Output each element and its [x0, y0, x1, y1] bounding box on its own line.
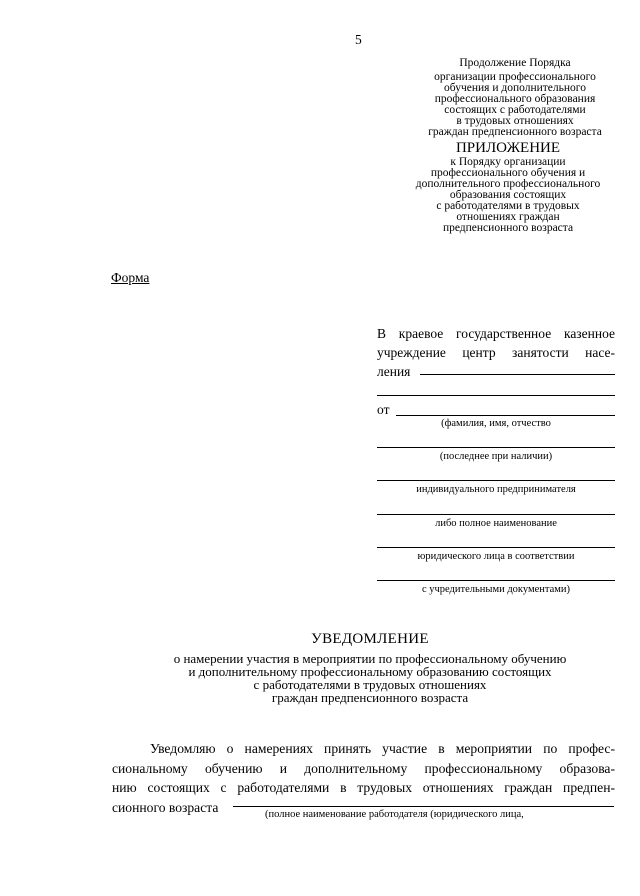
appendix-line: к Порядку организации — [450, 156, 566, 168]
addressee-block — [377, 324, 615, 381]
sender-fill-line[interactable] — [377, 580, 615, 581]
continuation-line: Продолжение Порядка — [459, 57, 571, 69]
addressee-line: В краевое государственное казенное — [377, 326, 615, 341]
notice-title: УВЕДОМЛЕНИЕ — [311, 631, 429, 647]
appendix-line: профессионального обучения и — [430, 167, 586, 179]
notice-body-line: сиональному обучению и дополнительному профессиональному образова- — [112, 760, 615, 776]
sender-name-line[interactable] — [396, 415, 615, 416]
caption-patronymic: (последнее при наличии) — [439, 451, 553, 462]
continuation-line: профессионального образования — [434, 93, 596, 105]
caption-fio: (фамилия, имя, отчество — [441, 418, 551, 429]
notice-subtitle-line: граждан предпенсионного возраста — [271, 690, 469, 705]
caption-documents: с учредительными документами) — [421, 584, 571, 595]
notice-subtitle — [120, 652, 620, 704]
continuation-line: граждан предпенсионного возраста — [428, 126, 602, 138]
form-label: Форма — [111, 270, 150, 285]
appendix-block — [400, 140, 616, 234]
appendix-title: ПРИЛОЖЕНИЕ — [455, 140, 561, 156]
continuation-block — [405, 58, 625, 138]
appendix-line: отношениях граждан — [456, 211, 560, 223]
caption-entrepreneur: индивидуального предпринимателя — [416, 484, 576, 495]
sender-fill-line[interactable] — [377, 547, 615, 548]
continuation-line: в трудовых отношениях — [456, 115, 574, 127]
sender-fill-line[interactable] — [377, 514, 615, 515]
continuation-line: состоящих с работодателями — [444, 104, 586, 116]
page-number: 5 — [355, 32, 362, 47]
notice-body-line: Уведомляю о намерениях принять участие в мероприятии по профес- — [150, 741, 615, 756]
from-label: от — [377, 402, 390, 417]
appendix-line: с работодателями в трудовых — [436, 200, 580, 212]
addressee-fill-line[interactable] — [377, 395, 615, 396]
caption-legal-entity: юридического лица в соответствии — [417, 551, 575, 562]
appendix-line: предпенсионного возраста — [442, 222, 574, 234]
notice-body-line: нию состоящих с работодателями в трудовых отношениях граждан предпен- — [112, 780, 615, 795]
employer-caption: (полное наименование работодателя (юридического лица, — [265, 809, 524, 820]
continuation-line: обучения и дополнительного — [444, 82, 586, 94]
continuation-line: организации профессионального — [434, 71, 596, 83]
addressee-line: учреждение центр занятости насе- — [377, 345, 615, 360]
notice-subtitle-line: о намерении участия в мероприятии по профессиональному обучению — [173, 651, 567, 666]
addressee-fill-line[interactable] — [420, 374, 615, 375]
notice-subtitle-line: с работодателями в трудовых отношениях — [253, 677, 487, 692]
notice-subtitle-line: и дополнительному профессиональному образованию состоящих — [188, 664, 552, 679]
caption-full-name: либо полное наименование — [435, 518, 557, 529]
addressee-line: ления — [377, 364, 411, 379]
employer-name-line[interactable] — [233, 806, 614, 807]
appendix-line: дополнительного профессионального — [415, 178, 601, 190]
appendix-line: образования состоящих — [449, 189, 567, 201]
sender-fill-line[interactable] — [377, 447, 615, 448]
notice-body-line: сионного возраста — [112, 799, 219, 815]
sender-fill-line[interactable] — [377, 480, 615, 481]
